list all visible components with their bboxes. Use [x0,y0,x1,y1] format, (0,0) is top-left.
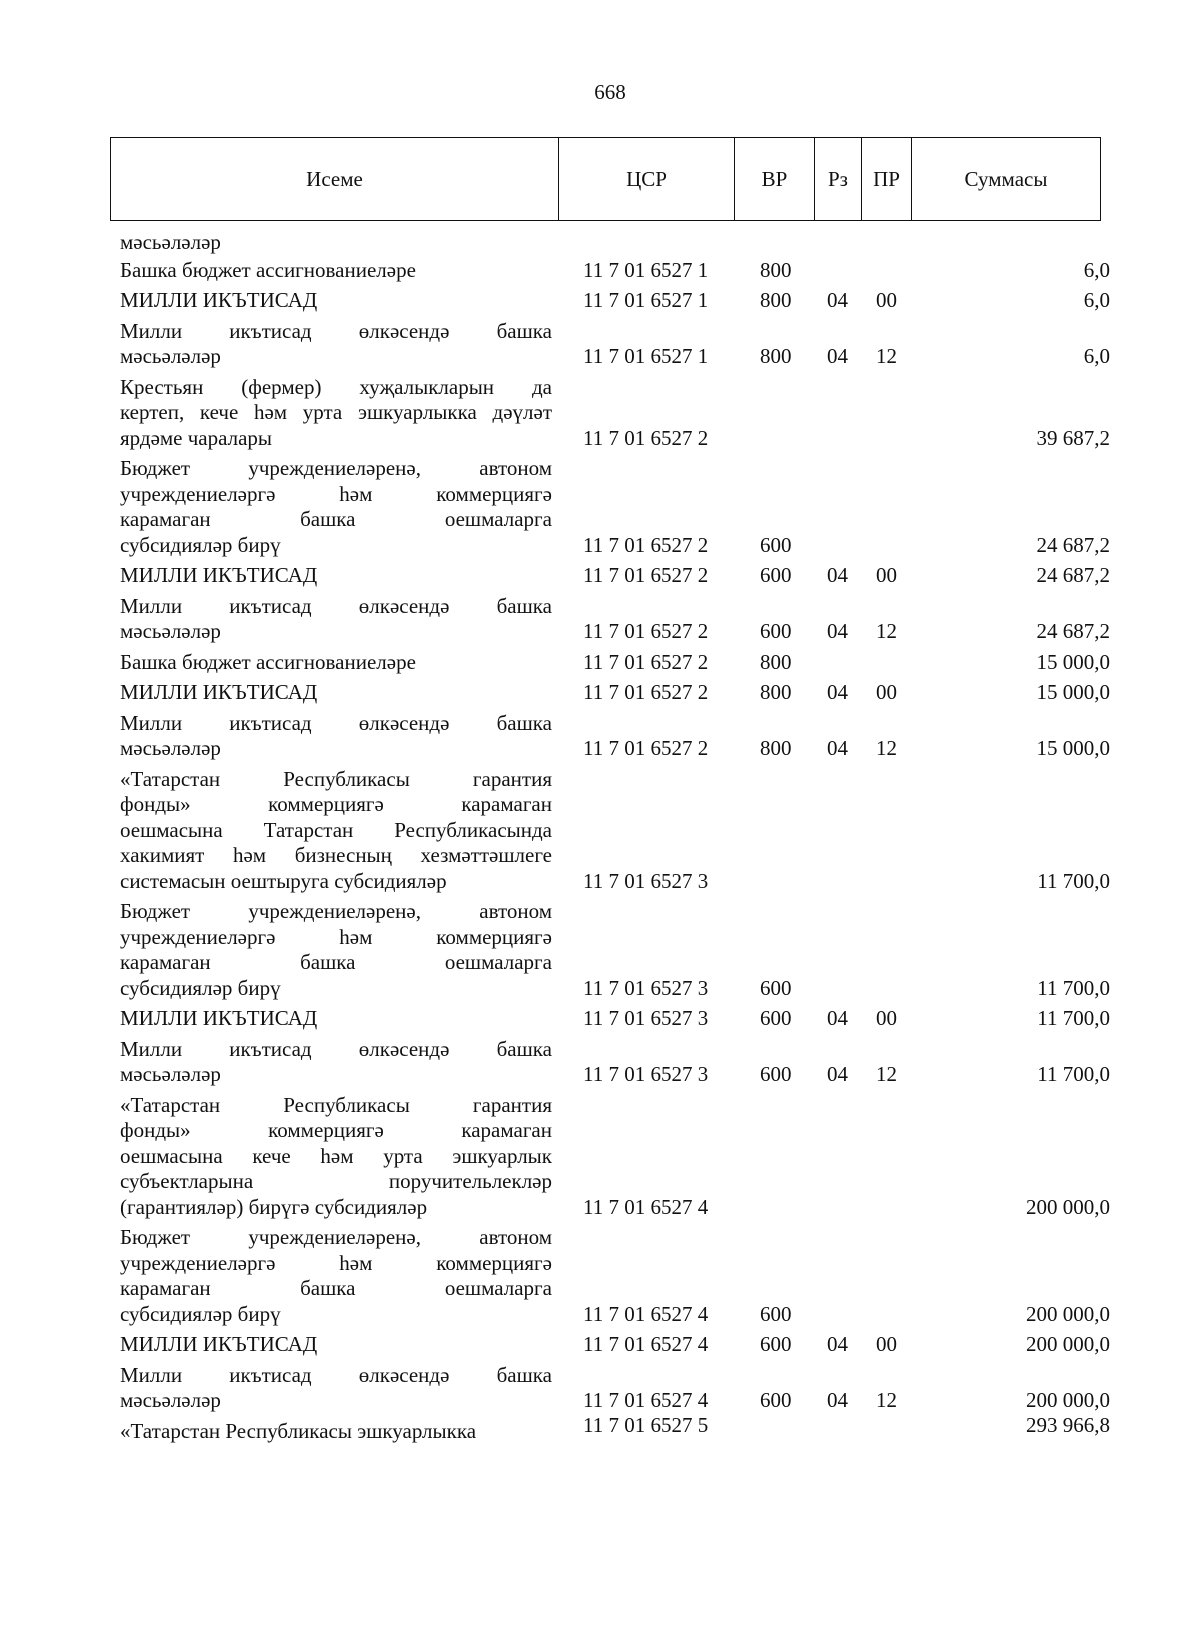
row-name-line: Бюджет учреждениеләренә, автоном [120,1225,552,1249]
row-name [120,1006,552,1032]
row-csr: 11 7 01 6527 4 [583,1301,709,1326]
row-rz: 04 [827,1062,848,1086]
row-rz: 04 [827,563,848,587]
row-csr: 11 7 01 6527 4 [583,1194,709,1219]
row-name-line: МИЛЛИ ИКЪТИСАД [120,563,318,587]
row-rz: 04 [827,1388,848,1412]
row-name-line: фонды» коммерциягә карамаган [120,792,552,816]
row-sum: 6,0 [1083,257,1110,282]
table-row [120,230,1100,256]
row-vr: 600 [760,1062,792,1086]
row-rz: 04 [827,1332,848,1356]
row-csr: 11 7 01 6527 2 [583,680,709,704]
row-vr: 600 [760,1006,792,1030]
row-name-line: МИЛЛИ ИКЪТИСАД [120,1332,318,1356]
row-csr: 11 7 01 6527 1 [583,288,709,312]
row-csr: 11 7 01 6527 2 [583,649,709,674]
row-name-line: Милли икътисад өлкәсендә башка [120,318,552,343]
row-csr: 11 7 01 6527 2 [583,619,709,643]
row-sum: 24 687,2 [1036,619,1110,643]
row-csr: 11 7 01 6527 3 [583,868,709,893]
row-name [120,258,552,284]
row-name [120,1363,552,1414]
table-row [120,680,1110,706]
table-row [120,1332,1110,1358]
row-name-line: хакимият һәм бизнесның хезмәттәшлеге [120,843,552,867]
row-rz: 04 [827,736,848,760]
row-name-line: кертеп, кече һәм урта эшкуарлыкка дәүләт [120,400,552,424]
row-name-line: (гарантияләр) бирүгә субсидияләр [120,1194,428,1219]
table-row [120,593,1110,645]
header-rz: Рз [815,138,862,221]
row-csr: 11 7 01 6527 2 [583,563,709,587]
row-sum: 11 700,0 [1037,1062,1110,1086]
row-vr: 600 [760,1301,792,1326]
row-name [120,230,552,256]
row-name [120,899,552,1001]
row-vr: 600 [760,1388,792,1412]
row-name [120,375,552,452]
row-sum: 24 687,2 [1036,563,1110,587]
row-sum: 11 700,0 [1037,1006,1110,1030]
table-row [120,1225,1110,1327]
table-row [120,766,1110,895]
table-row [120,288,1110,314]
row-sum: 39 687,2 [1036,425,1110,450]
row-sum: 6,0 [1083,344,1110,368]
table-header [110,137,1101,221]
row-csr: 11 7 01 6527 2 [583,532,709,557]
table-row [120,1036,1110,1088]
row-csr: 11 7 01 6527 1 [583,257,709,282]
row-vr: 600 [760,563,792,587]
row-name-line: «Татарстан Республикасы гарантия [120,766,552,791]
row-pr: 12 [876,736,897,760]
row-name [120,563,552,589]
row-vr: 800 [760,257,792,282]
table-row [120,456,1110,558]
row-pr: 12 [876,344,897,368]
row-name-line: субъектларына поручительлекләр [120,1169,552,1193]
row-csr: 11 7 01 6527 1 [583,344,709,368]
row-name-line: «Татарстан Республикасы эшкуарлыкка [120,1418,477,1443]
header-csr: ЦСР [559,138,735,221]
row-vr: 600 [760,1332,792,1356]
row-name [120,456,552,558]
header-name: Исеме [111,138,559,221]
row-sum: 24 687,2 [1036,532,1110,557]
row-csr: 11 7 01 6527 2 [583,425,709,450]
table-row [120,1006,1110,1032]
row-sum: 15 000,0 [1036,680,1110,704]
row-rz: 04 [827,680,848,704]
row-csr: 11 7 01 6527 2 [583,736,709,760]
row-name-line: мәсьәләләр [120,736,221,760]
row-name-line: фонды» коммерциягә карамаган [120,1118,552,1142]
row-name [120,594,552,645]
table-row [120,318,1110,370]
row-name [120,1225,552,1327]
row-name-line: субсидияләр бирү [120,532,281,557]
row-name-line: Милли икътисад өлкәсендә башка [120,710,552,735]
row-name-line: МИЛЛИ ИКЪТИСАД [120,680,318,704]
table-row [120,563,1110,589]
table-row [120,257,1110,284]
row-name-line: системасын оештыруга субсидияләр [120,868,447,893]
row-csr: 11 7 01 6527 5 [583,1412,709,1437]
row-sum: 200 000,0 [1026,1301,1110,1326]
row-name [120,711,552,762]
row-rz: 04 [827,619,848,643]
row-name-line: оешмасына кече һәм урта эшкуарлык [120,1143,552,1168]
table-row [120,649,1110,676]
row-name-line: Башка бюджет ассигнованиеләре [120,649,416,674]
page-number: 668 [594,80,626,104]
row-sum: 6,0 [1083,288,1110,312]
row-name-line: мәсьәләләр [120,1062,221,1086]
row-vr: 800 [760,736,792,760]
table-row [120,899,1110,1001]
row-vr: 800 [760,680,792,704]
row-rz: 04 [827,344,848,368]
row-name-line: учреждениеләргә һәм коммерциягә [120,481,552,506]
row-name [120,1419,552,1445]
row-name-line: учреждениеләргә һәм коммерциягә [120,1250,552,1275]
table-row [120,1412,1110,1445]
row-pr: 00 [876,1332,897,1356]
table-row [120,1092,1110,1221]
row-rz: 04 [827,288,848,312]
row-vr: 800 [760,344,792,368]
row-sum: 200 000,0 [1026,1194,1110,1219]
row-sum: 15 000,0 [1036,736,1110,760]
table-row [120,374,1110,452]
row-name-line: Крестьян (фермер) хуҗалыкларын да [120,374,552,399]
row-name-line: ярдәме чаралары [120,425,273,450]
row-sum: 200 000,0 [1026,1332,1110,1356]
row-name-line: учреждениеләргә һәм коммерциягә [120,924,552,949]
row-vr: 800 [760,649,792,674]
table-body [120,225,1110,1444]
row-name [120,650,552,676]
row-name [120,1332,552,1358]
table-row [120,710,1110,762]
row-sum: 200 000,0 [1026,1388,1110,1412]
row-rz: 04 [827,1006,848,1030]
row-sum: 293 966,8 [1026,1412,1110,1437]
row-name-line: мәсьәләләр [120,619,221,643]
row-name-line: Бюджет учреждениеләренә, автоном [120,899,552,923]
row-name-line: карамаган башка оешмаларга [120,1276,552,1300]
row-csr: 11 7 01 6527 4 [583,1388,709,1412]
row-name-line: субсидияләр бирү [120,1301,281,1326]
row-name-line: Милли икътисад өлкәсендә башка [120,1036,552,1061]
row-name-line: МИЛЛИ ИКЪТИСАД [120,288,318,312]
row-name-line: МИЛЛИ ИКЪТИСАД [120,1006,318,1030]
row-csr: 11 7 01 6527 3 [583,1006,709,1030]
row-name-line: оешмасына Татарстан Республикасында [120,817,552,842]
header-pr: ПР [862,138,912,221]
row-name [120,1093,552,1221]
row-name-line: карамаган башка оешмаларга [120,950,552,974]
row-vr: 600 [760,619,792,643]
row-vr: 600 [760,975,792,1000]
row-sum: 15 000,0 [1036,649,1110,674]
row-name-line: субсидияләр бирү [120,975,281,1000]
row-name-line: мәсьәләләр [120,230,221,254]
row-name-line: Башка бюджет ассигнованиеләре [120,257,416,282]
row-pr: 12 [876,1388,897,1412]
row-name-line: Милли икътисад өлкәсендә башка [120,593,552,618]
row-name-line: Бюджет учреждениеләренә, автоном [120,456,552,480]
row-pr: 00 [876,1006,897,1030]
row-name [120,767,552,895]
row-csr: 11 7 01 6527 4 [583,1332,709,1356]
row-csr: 11 7 01 6527 3 [583,975,709,1000]
row-pr: 00 [876,563,897,587]
header-sum: Суммасы [912,138,1101,221]
header-vr: ВР [735,138,815,221]
row-name-line: мәсьәләләр [120,344,221,368]
row-name-line: карамаган башка оешмаларга [120,507,552,531]
row-pr: 12 [876,1062,897,1086]
row-name-line: «Татарстан Республикасы гарантия [120,1092,552,1117]
row-name [120,680,552,706]
row-name [120,1037,552,1088]
row-sum: 11 700,0 [1037,868,1110,893]
row-name [120,319,552,370]
row-vr: 800 [760,288,792,312]
row-pr: 00 [876,680,897,704]
row-name-line: мәсьәләләр [120,1388,221,1412]
row-csr: 11 7 01 6527 3 [583,1062,709,1086]
row-pr: 12 [876,619,897,643]
row-name-line: Милли икътисад өлкәсендә башка [120,1362,552,1387]
row-pr: 00 [876,288,897,312]
row-name [120,288,552,314]
row-sum: 11 700,0 [1037,975,1110,1000]
table-row [120,1362,1110,1414]
row-vr: 600 [760,532,792,557]
